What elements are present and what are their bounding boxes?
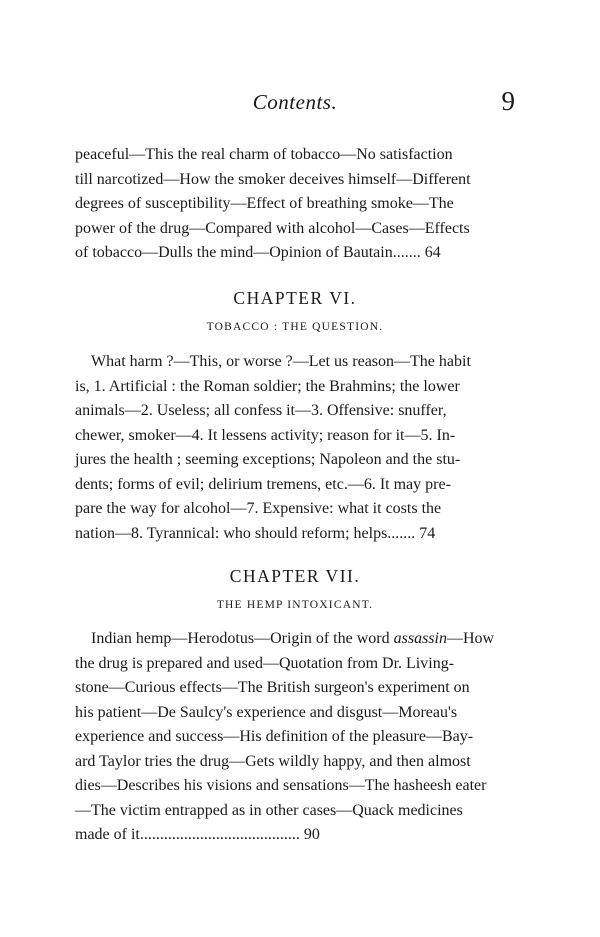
chapter-7-summary — [75, 627, 515, 848]
text-line: till narcotized—How the smoker deceives himself—Different — [75, 170, 471, 188]
text-line: dents; forms of evil; delirium tremens, etc.—6. It may pre- — [75, 475, 451, 493]
text-line: experience and success—His definition of the pleasure—Bay- — [75, 728, 474, 745]
text-line: the drug is prepared and used—Quotation from Dr. Living- — [75, 654, 455, 672]
text-line: chewer, smoker—4. It lessens activity; reason for it—5. In- — [75, 426, 456, 444]
text-line: pare the way for alcohol—7. Expensive: what it costs the — [75, 500, 442, 517]
page-number: 9 — [501, 86, 515, 116]
chapter-7-subtitle: THE HEMP INTOXICANT. — [216, 599, 374, 611]
text-line: What harm ?—This, or worse ?—Let us reason—The habit — [91, 353, 471, 370]
text-line: nation—8. Tyrannical: who should reform; helps....... 74 — [75, 524, 436, 542]
italic-term: assassin — [393, 630, 447, 647]
text-line — [75, 627, 515, 652]
text-line: peaceful—This the real charm of tobacco—No satisfaction — [75, 146, 453, 163]
contents-entry-continued — [75, 143, 515, 266]
text-fragment: Indian hemp—Herodotus—Origin of the word — [91, 630, 394, 647]
text-line: degrees of susceptibility—Effect of breathing smoke—The — [75, 195, 454, 212]
text-line: is, 1. Artificial : the Roman soldier; the Brahmins; the lower — [75, 377, 460, 395]
text-line: animals—2. Useless; all confess it—3. Offensive: snuffer, — [75, 402, 447, 419]
text-line: stone—Curious effects—The British surgeon's experiment on — [75, 679, 470, 696]
text-fragment: —How — [446, 630, 495, 647]
text-line: —The victim entrapped as in other cases—Quack medicines — [75, 801, 463, 819]
text-line: made of it........................................ 90 — [75, 826, 320, 843]
chapter-7-heading: CHAPTER VII. — [229, 566, 361, 586]
running-head-title: Contents. — [252, 90, 338, 114]
text-line: of tobacco—Dulls the mind—Opinion of Bautain....... 64 — [75, 244, 441, 261]
text-line: ard Taylor tries the drug—Gets wildly happy, and then almost — [75, 752, 471, 770]
text-line: his patient—De Saulcy's experience and disgust—Moreau's — [75, 703, 458, 721]
chapter-6-summary — [75, 350, 515, 546]
running-head — [75, 86, 515, 120]
chapter-6-heading: CHAPTER VI. — [233, 288, 357, 308]
text-line: dies—Describes his visions and sensations—The hasheesh eater — [75, 777, 487, 794]
text-line: power of the drug—Compared with alcohol—Cases—Effects — [75, 219, 470, 237]
chapter-6-subtitle: TOBACCO : THE QUESTION. — [206, 321, 384, 333]
text-line: jures the health ; seeming exceptions; Napoleon and the stu- — [75, 451, 461, 468]
